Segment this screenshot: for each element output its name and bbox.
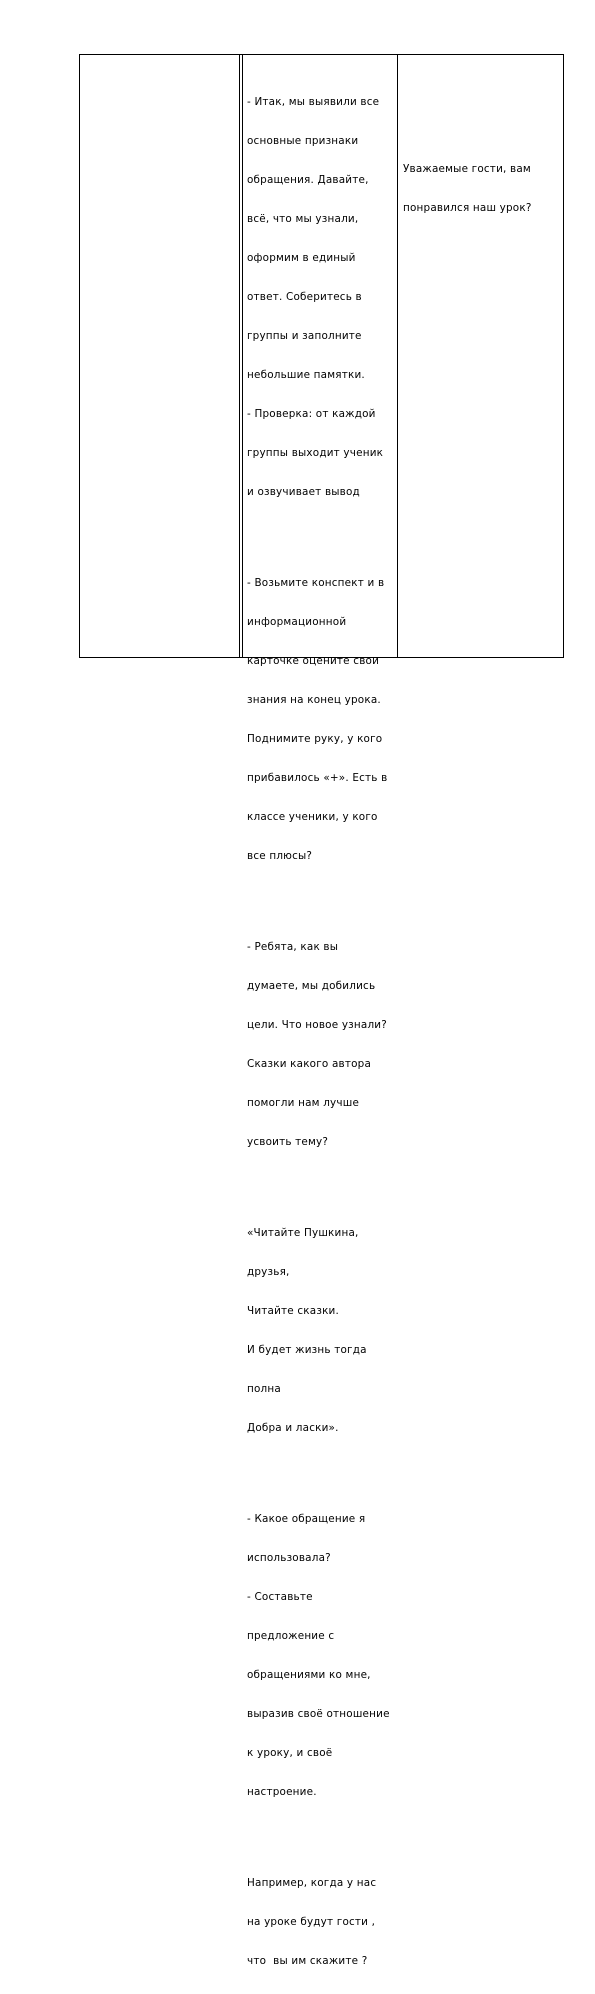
text-line: думаете, мы добились [247,980,376,992]
column-divider [242,55,243,657]
text-line: группы выходит ученик [247,447,384,459]
text-line: - Возьмите конспект и в [247,577,385,589]
text-line: - Какое обращение я [247,1513,366,1525]
poem-line: Читайте сказки. [247,1305,340,1317]
text-line: и озвучивает вывод [247,486,360,498]
text-line: Сказки какого автора [247,1058,372,1070]
poem-line: И будет жизнь тогда [247,1344,367,1356]
text-line: карточке оцените свои [247,655,380,667]
text-line: оформим в единый [247,252,356,264]
text-line: Поднимите руку, у кого [247,733,383,745]
text-line: обращениями ко мне, [247,1669,371,1681]
paragraph-gap [247,525,395,538]
text-line: - Итак, мы выявили все [247,96,380,108]
student-activity-cell [403,137,561,241]
text-line: предложение с [247,1630,335,1642]
text-line: выразив своё отношение [247,1708,390,1720]
text-line: к уроку, и своё [247,1747,333,1759]
column-divider [397,55,398,657]
text-line: усвоить тему? [247,1136,329,1148]
text-line: - Проверка: от каждой [247,408,376,420]
teacher-activity-cell [247,57,395,1994]
poem-line: «Читайте Пушкина, [247,1227,359,1239]
text-line: использовала? [247,1552,331,1564]
text-line: знания на конец урока. [247,694,381,706]
text-line: обращения. Давайте, [247,174,369,186]
text-line: помогли нам лучше [247,1097,360,1109]
lesson-table [79,54,564,1967]
paragraph-gap [247,1825,395,1838]
text-line: Например, когда у нас [247,1877,377,1889]
text-line: что вы им скажите ? [247,1955,368,1967]
text-line: - Ребята, как вы [247,941,339,953]
text-line: основные признаки [247,135,359,147]
text-line: ответ. Соберитесь в [247,291,362,303]
paragraph-gap [247,1461,395,1474]
text-line: информационной [247,616,347,628]
text-line: настроение. [247,1786,317,1798]
text-line: всё, что мы узнали, [247,213,359,225]
text-line: на уроке будут гости , [247,1916,376,1928]
text-line: - Составьте [247,1591,313,1603]
column-divider [239,55,240,657]
text-line: все плюсы? [247,850,313,862]
text-line: небольшие памятки. [247,369,365,381]
paragraph-gap [247,1175,395,1188]
text-line: классе ученики, у кого [247,811,378,823]
poem-line: полна [247,1383,281,1395]
text-line: прибавилось «+». Есть в [247,772,388,784]
text-line: понравился наш урок? [403,202,532,214]
text-line: Уважаемые гости, вам [403,163,531,175]
paragraph-gap [247,889,395,902]
text-line: цели. Что новое узнали? [247,1019,387,1031]
poem-line: друзья, [247,1266,290,1278]
poem-line: Добра и ласки». [247,1422,339,1434]
text-line: группы и заполните [247,330,362,342]
